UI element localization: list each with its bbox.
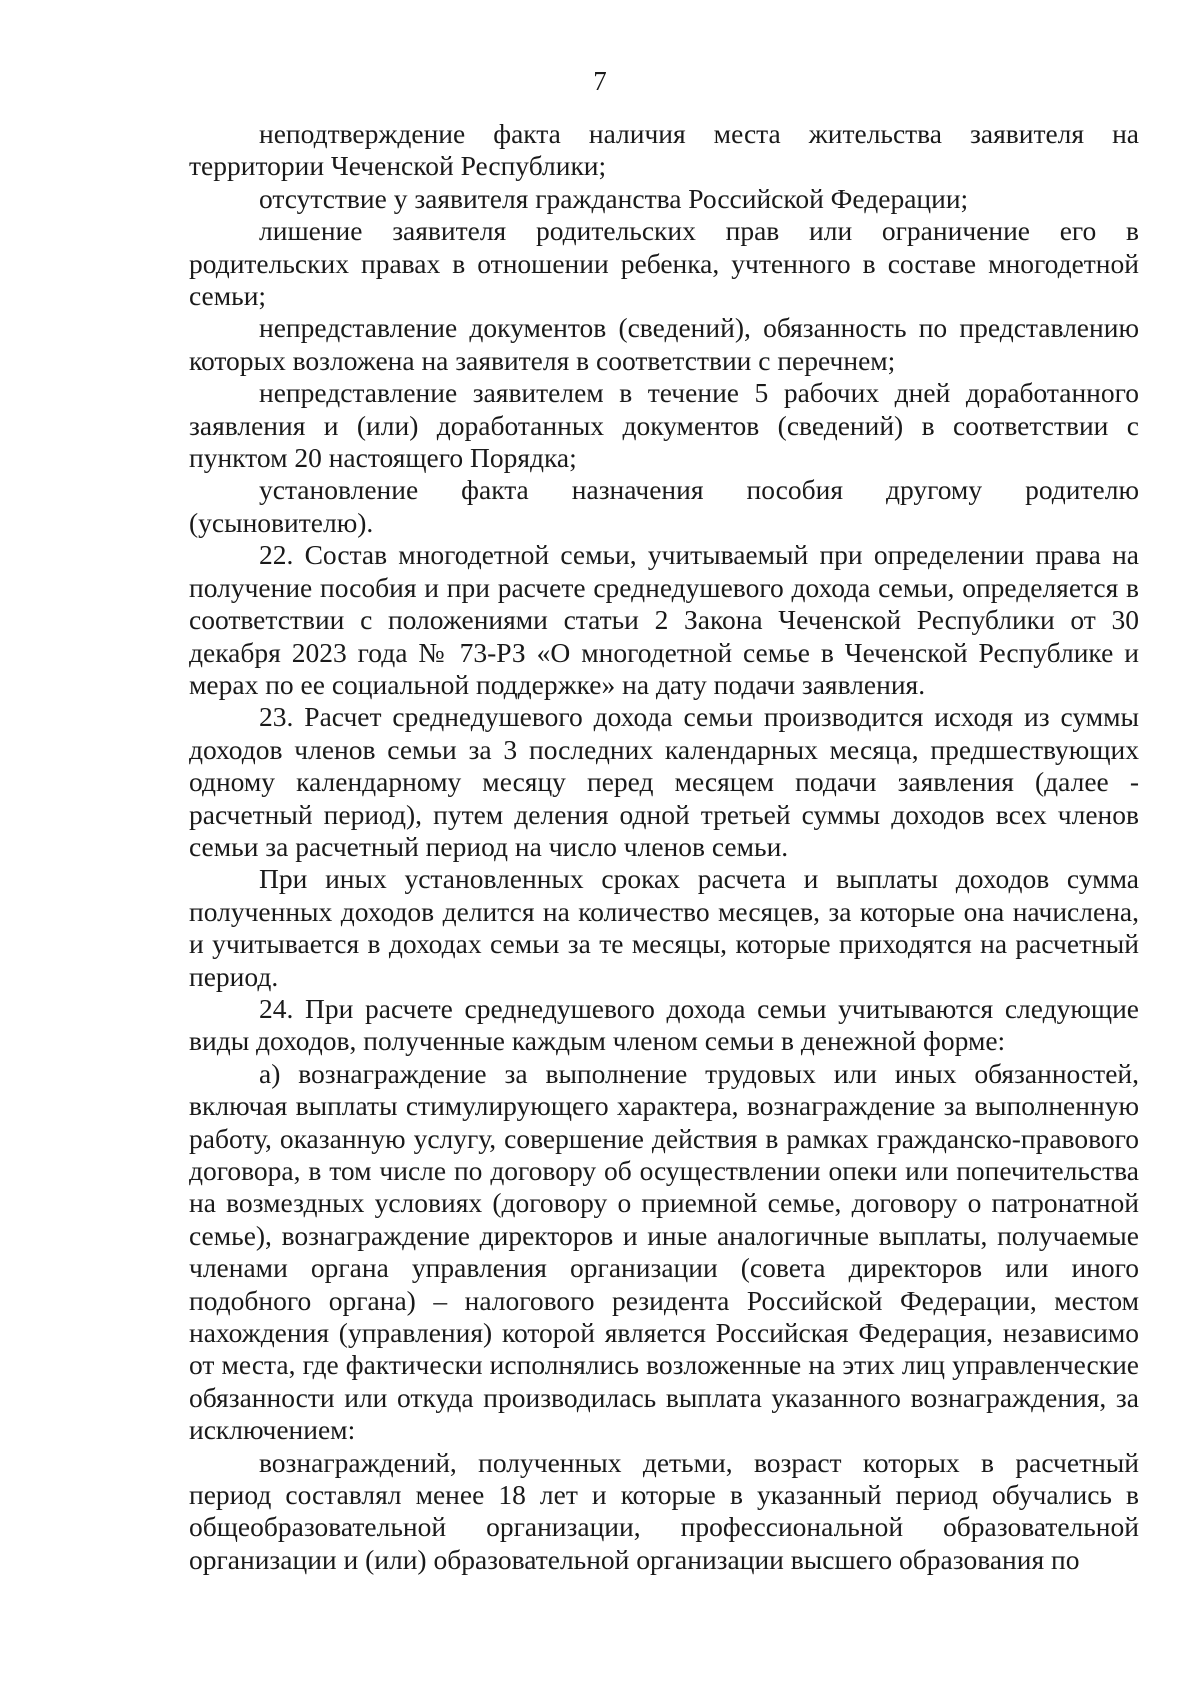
paragraph-2: отсутствие у заявителя гражданства Российской Федерации; — [259, 182, 969, 214]
paragraph-12: вознаграждений, полученных детьми, возраст которых в расчетный период составлял менее 18 лет и которые в указанный период обучались в общеобразовательной организации, профессиональной образовательной организации и (или) образовательной организации высшего образования по — [189, 1446, 1139, 1575]
paragraph-9: При иных установленных сроках расчета и выплаты доходов сумма полученных доходов делится на количество месяцев, за которые она начислена, и учитывается в доходах семьи за те месяцы, которые приходятся на расчетный период. — [189, 863, 1139, 992]
paragraph-1: неподтверждение факта наличия места жительства заявителя на территории Чеченской Республики; — [189, 118, 1139, 182]
paragraph-item-22: 22. Состав многодетной семьи, учитываемый при определении права на получение пособия и при расчете среднедушевого дохода семьи, определяется в соответствии с положениями статьи 2 Закона Чеченской Республики от 30 декабря 2023 года № 73-РЗ «О многодетной семье в Чеченской Республике и мерах по ее социальной поддержке» на дату подачи заявления. — [189, 539, 1139, 700]
paragraph-subitem-a: а) вознаграждение за выполнение трудовых или иных обязанностей, включая выплаты стимулирующего характера, вознаграждение за выполненную работу, оказанную услугу, совершение действия в рамках гражданско-правового договора, в том числе по договору об осуществлении опеки или попечительства на возмездных условиях (договору о приемной семье, договору о патронатной семье), вознаграждение директоров и иные аналогичные выплаты, получаемые членами органа управления организации (совета директоров или иного подобного органа) – налогового резидента Российской Федерации, местом нахождения (управления) которой является Российская Федерация, независимо от места, где фактически исполнялись возложенные на этих лиц управленческие обязанности или откуда производилась выплата указанного вознаграждения, за исключением: — [189, 1057, 1139, 1446]
page-number: 7 — [593, 66, 607, 96]
paragraph-item-24: 24. При расчете среднедушевого дохода семьи учитываются следующие виды доходов, полученные каждым членом семьи в денежной форме: — [189, 992, 1139, 1057]
paragraph-4: непредставление документов (сведений), обязанность по представлению которых возложена на заявителя в соответствии с перечнем; — [189, 312, 1139, 376]
paragraph-3: лишение заявителя родительских прав или ограничение его в родительских правах в отношении ребенка, учтенного в составе многодетной семьи; — [189, 215, 1139, 312]
paragraph-item-23: 23. Расчет среднедушевого дохода семьи производится исходя из суммы доходов членов семьи за 3 последних календарных месяца, предшествующих одному календарному месяцу перед месяцем подачи заявления (далее - расчетный период), путем деления одной третьей суммы доходов всех членов семьи за расчетный период на число членов семьи. — [189, 701, 1139, 862]
document-body — [189, 118, 1139, 1576]
paragraph-5: непредставление заявителем в течение 5 рабочих дней доработанного заявления и (или) доработанных документов (сведений) в соответствии с пунктом 20 настоящего Порядка; — [189, 377, 1139, 474]
paragraph-6: установление факта назначения пособия другому родителю (усыновителю). — [189, 474, 1139, 538]
